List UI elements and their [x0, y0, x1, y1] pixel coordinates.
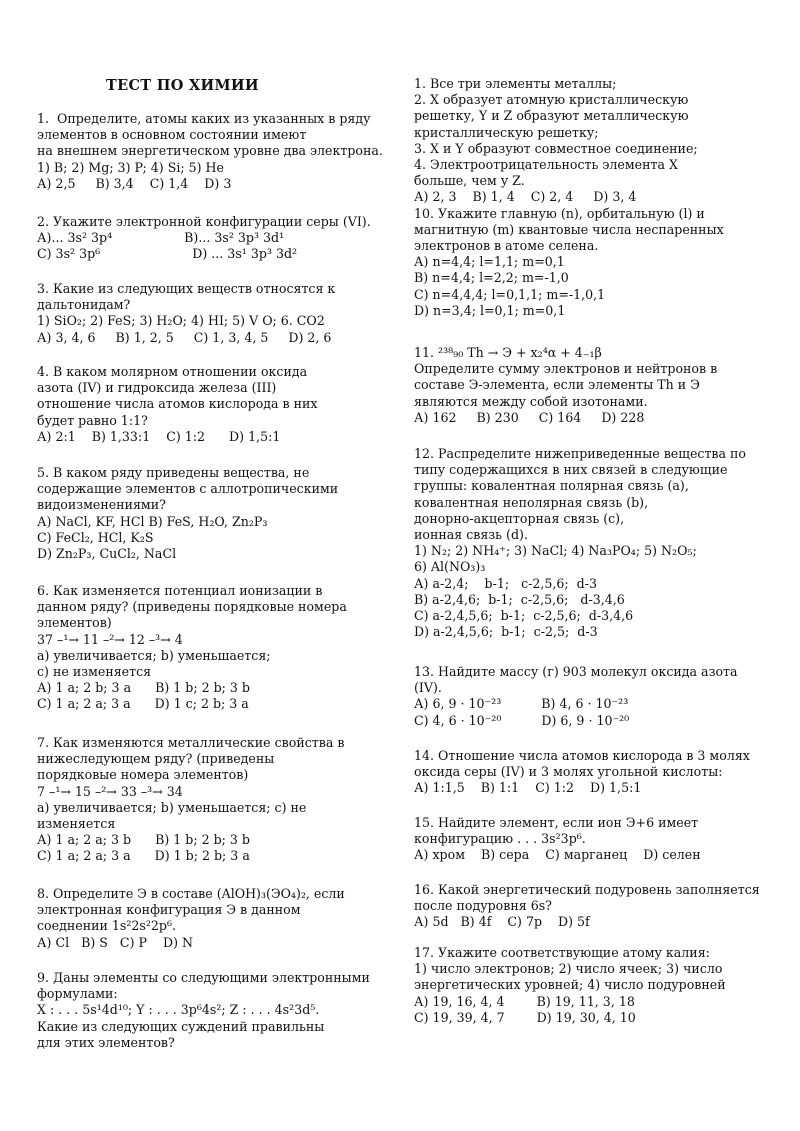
- question-line: порядковые номера элементов): [37, 767, 249, 783]
- question-6: [37, 583, 403, 713]
- question-line: А) 19, 16, 4, 4 В) 19, 11, 3, 18: [414, 993, 635, 1009]
- question-line: В) а-2,4,6; b-1; с-2,5,6; d-3,4,6: [414, 591, 625, 607]
- question-line: 10. Укажите главную (n), орбитальную (l) и: [414, 205, 705, 221]
- question-line: нижеследующем ряду? (приведены: [37, 751, 275, 767]
- question-3: [37, 281, 403, 346]
- question-13: [414, 664, 790, 729]
- question-line: 14. Отношение числа атомов кислорода в 3 молях: [414, 748, 750, 763]
- question-line: видоизменениями?: [37, 497, 166, 513]
- question-line: 4. Электроотрицательность элемента X: [414, 157, 678, 173]
- question-line: формулами:: [37, 986, 118, 1002]
- question-line: элементов в основном состоянии имеют: [37, 127, 307, 143]
- question-line: D) а-2,4,5,6; b-1; с-2,5; d-3: [414, 624, 598, 640]
- question-line: D) n=3,4; l=0,1; m=0,1: [414, 302, 566, 318]
- question-line: С) FeCl₂, HCl, K₂S: [37, 529, 154, 545]
- question-line: А) 1 а; 2 b; 3 а В) 1 b; 2 b; 3 b: [37, 680, 250, 696]
- question-line: 1) B; 2) Mg; 3) P; 4) Si; 5) He: [37, 159, 224, 175]
- question-line: А) Cl В) S С) P D) N: [37, 934, 194, 950]
- question-line: 8. Определите Э в составе (AlOH)₃(ЭO₄)₂, если: [37, 886, 345, 901]
- question-line: А) 2,5 В) 3,4 С) 1,4 D) 3: [37, 175, 232, 191]
- question-line: 11. ²³⁸₉₀ Th → Э + x₂⁴α + 4₋₁β: [414, 345, 602, 360]
- question-line: А) 2:1 В) 1,33:1 С) 1:2 D) 1,5:1: [37, 428, 281, 444]
- question-line: электронов в атоме селена.: [414, 238, 599, 254]
- question-line: отношение числа атомов кислорода в них: [37, 396, 318, 412]
- question-line: а) увеличивается; b) уменьшается;: [37, 647, 271, 663]
- question-line: будет равно 1:1?: [37, 412, 148, 428]
- question-line: данном ряду? (приведены порядковые номера: [37, 599, 347, 615]
- question-line: содержащие элементов с аллотропическими: [37, 481, 339, 497]
- question-line: группы: ковалентная полярная связь (а),: [414, 478, 689, 494]
- question-line: а) увеличивается; b) уменьшается; с) не: [37, 799, 307, 815]
- question-line: оксида серы (IV) и 3 молях угольной кислоты:: [414, 764, 723, 780]
- question-line: энергетических уровней; 4) число подуровней: [414, 977, 726, 993]
- question-line: А) 5d В) 4f С) 7p D) 5f: [414, 914, 590, 930]
- question-line: Какие из следующих суждений правильны: [37, 1018, 325, 1034]
- question-5: [37, 465, 403, 562]
- question-line: 1) число электронов; 2) число ячеек; 3) число: [414, 961, 723, 977]
- page-title: ТЕСТ ПО ХИМИИ: [106, 77, 259, 94]
- question-line: А) хром В) сера С) марганец D) селен: [414, 847, 701, 863]
- question-line: D) Zn₂P₃, CuCl₂, NaCl: [37, 546, 177, 562]
- question-line: С) 3s² 3p⁶ D) ... 3s¹ 3p³ 3d²: [37, 246, 298, 262]
- question-line: А) 1:1,5 В) 1:1 С) 1:2 D) 1,5:1: [414, 780, 642, 796]
- question-line: С) 1 а; 2 а; 3 а D) 1 b; 2 b; 3 а: [37, 848, 250, 864]
- question-line: 17. Укажите соответствующие атому калия:: [414, 945, 710, 960]
- question-line: А) 6, 9 · 10⁻²³ В) 4, 6 · 10⁻²³: [414, 696, 629, 712]
- question-2: [37, 214, 403, 263]
- question-16: [414, 882, 790, 931]
- question-line: 7 –¹→ 15 –²→ 33 –³→ 34: [37, 783, 183, 799]
- question-line: 1. Определите, атомы каких из указанных в ряду: [37, 111, 371, 126]
- question-line: с) не изменяется: [37, 664, 152, 680]
- question-line: 1. Все три элементы металлы;: [414, 76, 617, 91]
- question-line: С) 1 а; 2 а; 3 а D) 1 с; 2 b; 3 а: [37, 696, 249, 712]
- question-4: [37, 364, 403, 445]
- question-line: 16. Какой энергетический подуровень заполняется: [414, 882, 760, 897]
- question-line: 37 –¹→ 11 –²→ 12 –³→ 4: [37, 631, 183, 647]
- question-line: магнитную (m) квантовые числа неспаренных: [414, 221, 724, 237]
- question-line: 12. Распределите нижеприведенные вещества по: [414, 446, 746, 461]
- question-line: дальтонидам?: [37, 297, 131, 313]
- question-line: 9. Даны элементы со следующими электронными: [37, 970, 370, 985]
- question-line: А) n=4,4; l=1,1; m=0,1: [414, 254, 565, 270]
- question-line: 2. Укажите электронной конфигурации серы (VI).: [37, 214, 371, 229]
- question-17: [414, 945, 790, 1026]
- question-8: [37, 886, 403, 951]
- question-line: 5. В каком ряду приведены вещества, не: [37, 465, 310, 480]
- question-line: донорно-акцепторная связь (с),: [414, 510, 625, 526]
- question-line: больше, чем у Z.: [414, 173, 525, 189]
- question-line: А) а-2,4; b-1; с-2,5,6; d-3: [414, 575, 598, 591]
- question-line: электронная конфигурация Э в данном: [37, 902, 301, 918]
- question-line: решетку, Y и Z образуют металлическую: [414, 108, 689, 124]
- question-line: В) n=4,4; l=2,2; m=-1,0: [414, 270, 569, 286]
- question-11: [414, 345, 790, 426]
- question-line: кристаллическую решетку;: [414, 124, 599, 140]
- question-line: С) 19, 39, 4, 7 D) 19, 30, 4, 10: [414, 1009, 636, 1025]
- question-line: А)... 3s² 3p⁴ В)... 3s² 3p³ 3d¹: [37, 230, 285, 246]
- question-line: 1) N₂; 2) NH₄⁺; 3) NaCl; 4) Na₃PO₄; 5) N₂O₅;: [414, 543, 697, 559]
- question-line: после подуровня 6s?: [414, 898, 552, 914]
- question-line: на внешнем энергетическом уровне два электрона.: [37, 143, 383, 159]
- question-line: А) NaCl, KF, HCl В) FeS, H₂O, Zn₂P₃: [37, 513, 268, 529]
- question-line: азота (IV) и гидроксида железа (III): [37, 380, 277, 396]
- question-line: для этих элементов?: [37, 1034, 175, 1050]
- question-line: 7. Как изменяются металлические свойства в: [37, 735, 345, 750]
- question-line: А) 162 В) 230 С) 164 D) 228: [414, 409, 645, 425]
- question-line: 13. Найдите массу (г) 903 молекул оксида азота: [414, 664, 738, 679]
- question-line: 3. X и Y образуют совместное соединение;: [414, 140, 698, 156]
- question-line: 1) SiO₂; 2) FeS; 3) H₂O; 4) HI; 5) V O; 6. CO2: [37, 313, 325, 329]
- question-1: [37, 111, 403, 192]
- question-line: изменяется: [37, 816, 116, 832]
- question-line: ионная связь (d).: [414, 527, 528, 543]
- question-line: А) 1 а; 2 а; 3 b В) 1 b; 2 b; 3 b: [37, 832, 250, 848]
- question-line: (IV).: [414, 680, 442, 696]
- question-12: [414, 446, 790, 640]
- question-9-10: [414, 76, 790, 319]
- question-line: элементов): [37, 615, 112, 631]
- question-line: типу содержащихся в них связей в следующие: [414, 462, 728, 478]
- question-line: 6) Al(NO₃)₃: [414, 559, 486, 575]
- question-line: соеднении 1s²2s²2p⁶.: [37, 918, 177, 934]
- question-7: [37, 735, 403, 865]
- question-line: являются между собой изотонами.: [414, 393, 648, 409]
- question-14: [414, 748, 790, 797]
- question-line: 15. Найдите элемент, если ион Э+6 имеет: [414, 815, 699, 830]
- question-line: X : . . . 5s¹4d¹⁰; Y : . . . 3p⁶4s²; Z : . . . 4s²3d⁵.: [37, 1002, 320, 1018]
- question-line: ковалентная неполярная связь (b),: [414, 494, 649, 510]
- question-line: А) 2, 3 В) 1, 4 С) 2, 4 D) 3, 4: [414, 189, 637, 205]
- question-line: 3. Какие из следующих веществ относятся к: [37, 281, 336, 296]
- question-line: С) n=4,4,4; l=0,1,1; m=-1,0,1: [414, 286, 606, 302]
- question-line: Определите сумму электронов и нейтронов в: [414, 361, 718, 377]
- question-line: С) а-2,4,5,6; b-1; с-2,5,6; d-3,4,6: [414, 608, 634, 624]
- question-line: 4. В каком молярном отношении оксида: [37, 364, 308, 379]
- question-line: А) 3, 4, 6 В) 1, 2, 5 С) 1, 3, 4, 5 D) 2, 6: [37, 329, 332, 345]
- question-line: составе Э-элемента, если элементы Th и Э: [414, 377, 700, 393]
- question-line: 6. Как изменяется потенциал ионизации в: [37, 583, 323, 598]
- question-15: [414, 815, 790, 864]
- question-line: конфигурацию . . . 3s²3p⁶.: [414, 831, 586, 847]
- question-line: 2. X образует атомную кристаллическую: [414, 92, 689, 108]
- question-9: [37, 970, 403, 1051]
- question-line: С) 4, 6 · 10⁻²⁰ D) 6, 9 · 10⁻²⁰: [414, 712, 630, 728]
